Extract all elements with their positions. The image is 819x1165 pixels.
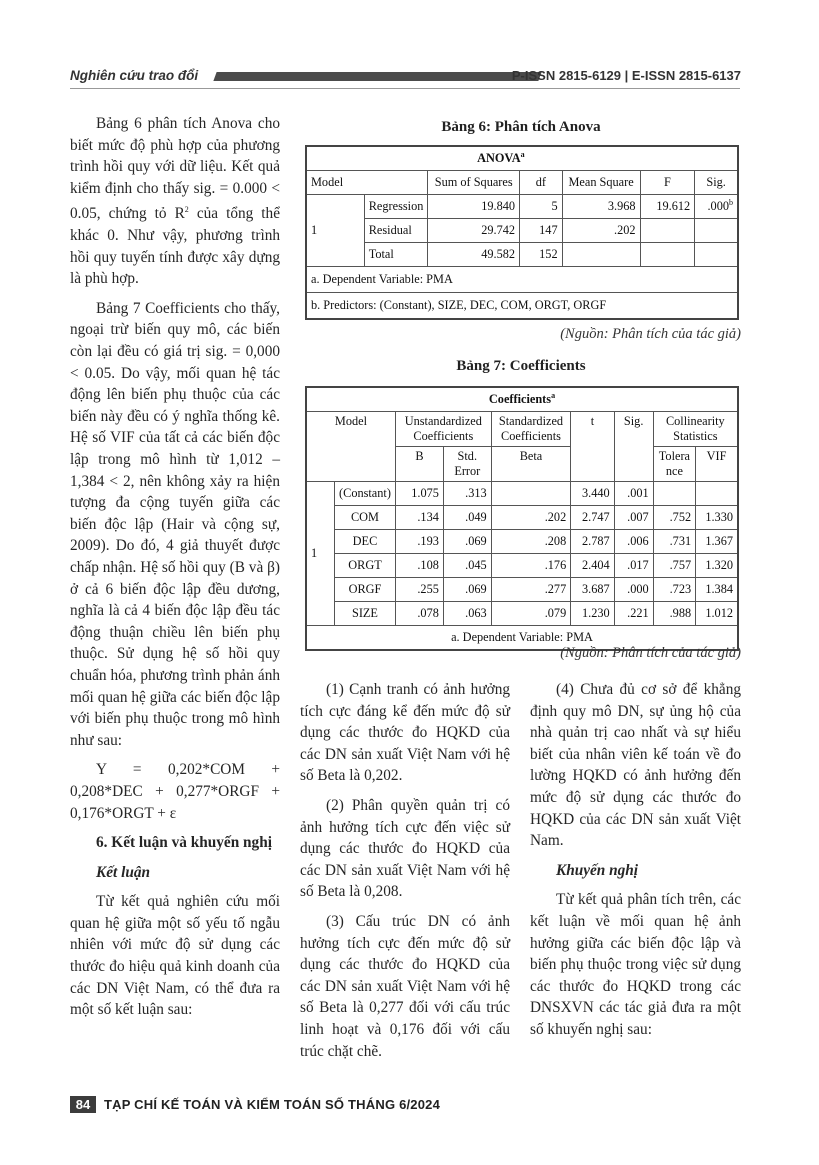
table-row: Residual 29.742 147 .202	[307, 219, 737, 243]
header-cell: Tolera nce	[653, 447, 695, 482]
header-cell: df	[520, 171, 563, 195]
table6-anova	[305, 145, 739, 320]
paragraph-conclusion-2: (2) Phân quyền quản trị có ảnh hưởng tích cực đến việc sử dụng các thước đo HQKD của các DN sản xuất Việt Nam với hệ số Beta là 0,208.	[300, 796, 510, 901]
coef-header-row	[307, 412, 737, 447]
header-cell: B	[395, 447, 443, 482]
coefficients-title: Coefficients$^a$	[307, 388, 737, 412]
header-cell: Model	[307, 171, 428, 195]
header-bar	[213, 72, 541, 81]
paragraph-conclusion-1: (1) Cạnh tranh có ảnh hưởng tích cực đáng kể đến mức độ sử dụng các thước đo HQKD của các DN sản xuất Việt Nam với hệ số Beta là 0,202.	[300, 681, 510, 785]
table-row: SIZE .078 .063 .079 1.230 .221 .988 1.012	[307, 602, 737, 626]
header-cell: Std. Error	[443, 447, 491, 482]
anova-header-row	[307, 171, 737, 195]
table-row: 1 (Constant) 1.075 .313 3.440 .001	[307, 482, 737, 506]
journal-title: TẠP CHÍ KẾ TOÁN VÀ KIỂM TOÁN SỐ THÁNG 6/2024	[104, 1097, 441, 1112]
section-label: Nghiên cứu trao đổi	[70, 68, 199, 83]
table-row: COM .134 .049 .202 2.747 .007 .752 1.330	[307, 506, 737, 530]
header-cell: Unstandardized Coefficients	[395, 412, 491, 447]
header-cell: VIF	[696, 447, 737, 482]
table6-note-a: a. Dependent Variable: PMA	[307, 267, 737, 293]
model-cell: 1	[307, 482, 335, 626]
table6-source: (Nguồn: Phân tích của tác giả)	[560, 326, 741, 342]
header-cell: F	[640, 171, 695, 195]
column-middle	[300, 679, 510, 1070]
section-heading: 6. Kết luận và khuyến nghị	[96, 834, 272, 852]
paragraph-conclusion-intro: Từ kết quả nghiên cứu mối quan hệ giữa một số yếu tố ngẫu nhiên với mức độ sử dụng các thước đo hiệu quả kinh doanh của các DN Việt Nam, có thể đưa ra một số kết luận sau:	[70, 893, 280, 1019]
table-row: 1 Regression 19.840 5 3.968 19.612 .000$^b$	[307, 195, 737, 219]
paragraph-recommendation-intro: Từ kết quả phân tích trên, các kết luận về mối quan hệ ảnh hưởng giữa các biến độc lập và biến phụ thuộc trong việc sử dụng các thước đo HQKD trong các DNSXVN các tác giả đưa ra một số khuyến nghị sau:	[530, 891, 741, 1038]
header-cell: Sig.	[614, 412, 653, 482]
table7-caption: Bảng 7: Coefficients	[456, 358, 586, 374]
anova-title: ANOVA$^a$	[307, 147, 695, 171]
header-cell: t	[571, 412, 614, 482]
header-cell: Collinearity Statistics	[653, 412, 737, 447]
table-row: DEC .193 .069 .208 2.787 .006 .731 1.367	[307, 530, 737, 554]
header-cell: Model	[307, 412, 395, 482]
table-row: ORGT .108 .045 .176 2.404 .017 .757 1.320	[307, 554, 737, 578]
regression-equation: Y = 0,202*COM + 0,208*DEC + 0,277*ORGF + 0,176*ORGT + ε	[70, 761, 280, 822]
paragraph-coefficients: Bảng 7 Coefficients cho thấy, ngoại trừ biến quy mô, các biến còn lại đều có giá trị sig. = 0,000 < 0.05. Do vậy, mối quan hệ tác động lên biến phụ thuộc của các biến này đều có ý nghĩa thống kê. Hệ số VIF của tất cả các biến độc lập trong mô hình từ 1,012 – 1,384 < 2, nên không xảy ra hiện tượng đa cộng tuyến giữa các biến độc lập (Hair và cộng sự, 2009). Do đó, 4 giả thuyết được chấp nhận. Hệ số hồi quy (B và β) ở cả 6 biến độc lập đều dương, nghĩa là cả 4 biến độc lập đều tác động thuận chiều lên biến phụ thuộc. Sử dụng hệ số hồi quy chuẩn hóa, phương trình phản ánh mối quan hệ giữa các biến độc lập với biến phụ thuộc trong mô hình như sau:	[70, 299, 280, 749]
page-number: 84	[70, 1096, 96, 1113]
paragraph-conclusion-3: (3) Cấu trúc DN có ảnh hưởng tích cực đến mức độ sử dụng các thước đo HQKD của các DN sản xuất Việt Nam với hệ số Beta là 0,277 đối với cấu trúc linh hoạt và 0,176 đối với cấu trúc chặt chẽ.	[300, 912, 510, 1060]
column-right	[530, 679, 741, 1049]
table-row: ORGF .255 .069 .277 3.687 .000 .723 1.384	[307, 578, 737, 602]
issn-label: P-ISSN 2815-6129 | E-ISSN 2815-6137	[511, 68, 741, 83]
table6-caption: Bảng 6: Phân tích Anova	[441, 119, 601, 135]
table-row: Total 49.582 152	[307, 243, 737, 267]
table7-coefficients	[305, 386, 739, 651]
header-rule	[70, 88, 740, 89]
table7-source: (Nguồn: Phân tích của tác giả)	[560, 645, 741, 661]
paragraph-conclusion-4: (4) Chưa đủ cơ sở để khẳng định quy mô DN, sự ủng hộ của nhà quản trị cao nhất và sự hiểu biết của nhân viên kế toán về đo lường HQKD có ảnh hưởng đến mức độ sử dụng các thước đo HQKD của các DN sản xuất Việt Nam.	[530, 681, 741, 850]
header-cell: Standardized Coefficients	[491, 412, 571, 447]
subheading-khuyennghi: Khuyến nghị	[556, 861, 639, 879]
table6-note-b: b. Predictors: (Constant), SIZE, DEC, COM, ORGT, ORGF	[307, 293, 737, 319]
model-cell: 1	[307, 195, 364, 267]
header-cell: Mean Square	[562, 171, 640, 195]
header-cell: Sum of Squares	[428, 171, 520, 195]
subheading-ketluan: Kết luận	[96, 863, 150, 881]
header-cell: Sig.	[695, 171, 737, 195]
table7-note: a. Dependent Variable: PMA	[307, 626, 737, 650]
column-left	[70, 113, 280, 1029]
paragraph-anova: Bảng 6 phân tích Anova cho biết mức độ phù hợp của phương trình hồi quy với dữ liệu. Kết quả kiểm định cho thấy sig. = 0.000 < 0.05, chứng tỏ $R^2$ của tổng thể khác 0. Như vậy, phương trình hồi quy tuyến tính được xây dựng là phù hợp.	[70, 115, 280, 288]
header-cell: Beta	[491, 447, 571, 482]
